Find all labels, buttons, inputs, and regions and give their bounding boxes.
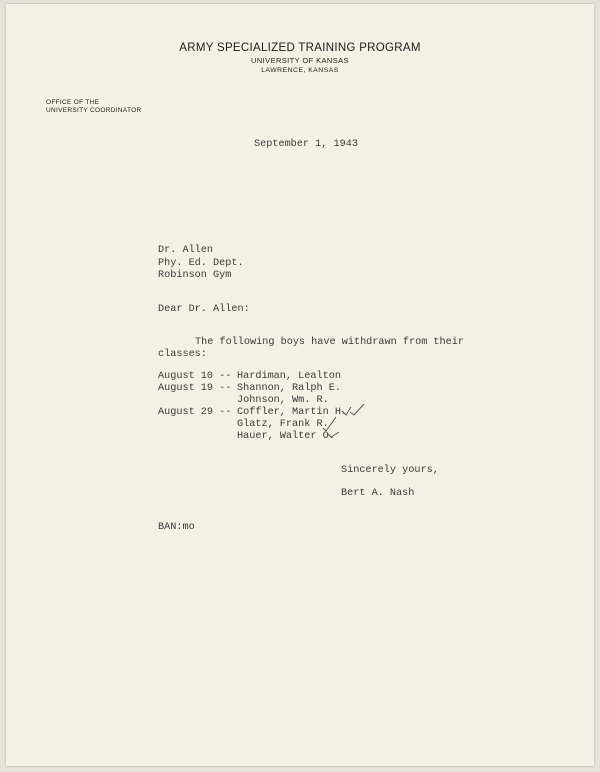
letter-date: September 1, 1943 bbox=[254, 139, 358, 150]
withdrawal-name: Hauer, Walter O. bbox=[237, 431, 335, 442]
withdrawal-name: Coffler, Martin H. bbox=[237, 407, 348, 418]
withdrawal-name: Johnson, Wm. R. bbox=[237, 395, 329, 406]
letterhead-location: LAWRENCE, KANSAS bbox=[261, 67, 339, 74]
office-line-1: OFFICE OF THE bbox=[46, 99, 100, 106]
withdrawal-name: Glatz, Frank R. bbox=[237, 419, 329, 430]
recipient-dept: Phy. Ed. Dept. bbox=[158, 258, 244, 269]
withdrawal-name: Shannon, Ralph E. bbox=[237, 383, 341, 394]
body-line-2: classes: bbox=[158, 349, 207, 360]
recipient-building: Robinson Gym bbox=[158, 270, 232, 281]
typist-initials: BAN:mo bbox=[158, 522, 195, 533]
checkmark-icon bbox=[326, 428, 342, 440]
letterhead-title: ARMY SPECIALIZED TRAINING PROGRAM bbox=[179, 42, 421, 54]
recipient-name: Dr. Allen bbox=[158, 245, 214, 256]
withdrawal-date: August 19 -- bbox=[158, 383, 232, 394]
closing: Sincerely yours, bbox=[341, 465, 439, 476]
withdrawal-date: August 29 -- bbox=[158, 407, 232, 418]
letterhead-university: UNIVERSITY OF KANSAS bbox=[251, 56, 349, 65]
office-line-2: UNIVERSITY COORDINATOR bbox=[46, 107, 142, 114]
salutation: Dear Dr. Allen: bbox=[158, 304, 250, 315]
checkmark-icon bbox=[338, 401, 368, 419]
signature-name: Bert A. Nash bbox=[341, 488, 415, 499]
withdrawal-date: August 10 -- bbox=[158, 371, 232, 382]
body-line-1: The following boys have withdrawn from their bbox=[195, 337, 464, 348]
withdrawal-name: Hardiman, Lealton bbox=[237, 371, 341, 382]
